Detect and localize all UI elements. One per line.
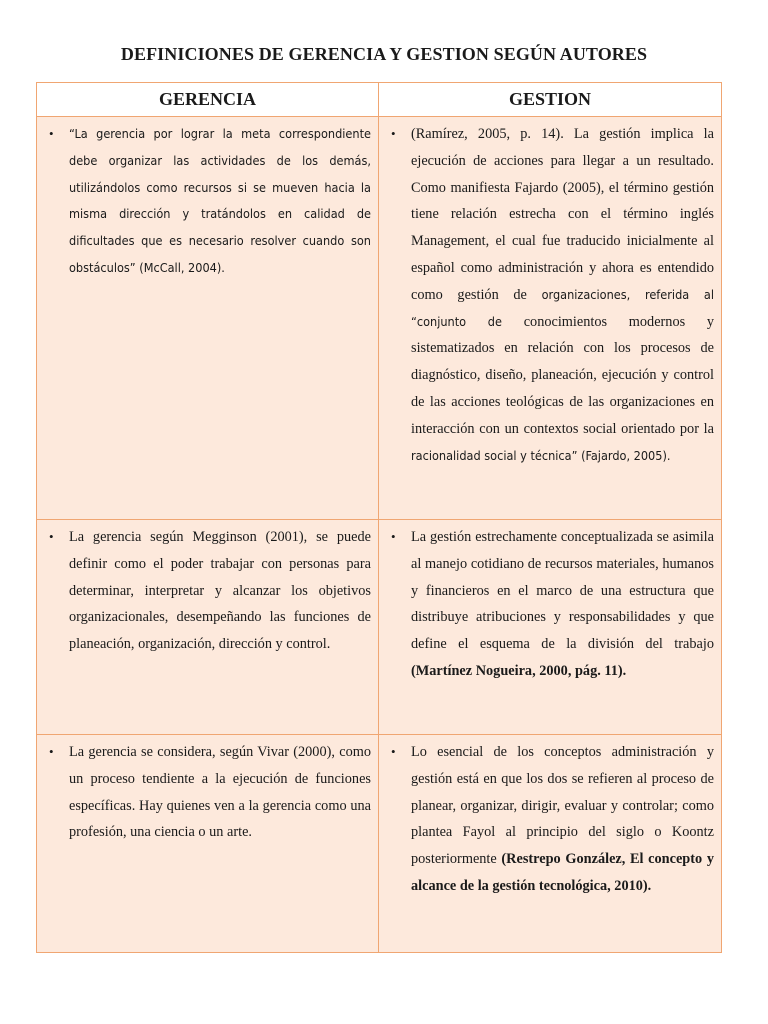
bullet-icon: • xyxy=(49,529,54,544)
gerencia-definition: La gerencia según Megginson (2001), se puede definir como el poder trabajar con personas para determinar, interpretar y alcanzar los objetivos organizacionales, desempeñando las funciones de planeación, organización, dirección y control. xyxy=(69,529,371,653)
definitions-table xyxy=(36,82,722,953)
gerencia-cell xyxy=(37,735,379,953)
gerencia-cell xyxy=(37,117,379,520)
bullet-icon: • xyxy=(49,744,54,759)
gestion-text-part: racionalidad social y técnica” (Fajardo, 2005). xyxy=(411,447,671,463)
citation: (Martínez Nogueira, 2000, pág. 11). xyxy=(411,662,627,679)
column-header-gerencia: GERENCIA xyxy=(37,83,379,117)
gerencia-cell xyxy=(37,520,379,735)
gestion-cell xyxy=(379,735,722,953)
table-row xyxy=(37,117,722,520)
gestion-text-part: conocimientos modernos y sistematizados en relación con los procesos de diagnóstico, diseño, planeación, ejecución y control de las acciones teológicas de las organizaciones en interacción con un contextos social orientado por la xyxy=(411,313,714,437)
bullet-icon: • xyxy=(49,126,54,141)
gestion-text-part: Lo esencial de los conceptos administración y gestión está en que los dos se refieren al proceso de planear, organizar, dirigir, evaluar y controlar; como plantea Fayol al principio del siglo o Koontz posteriormente xyxy=(411,744,714,868)
gestion-text-part: (Ramírez, 2005, p. 14). La gestión implica la ejecución de acciones para llegar a un resultado. Como manifiesta Fajardo (2005), el término gestión tiene relación estrecha con el término inglés Management, el cual fue traducido inicialmente al español como administración y ahora es entendido como gestión de xyxy=(411,126,714,303)
page-title: DEFINICIONES DE GERENCIA Y GESTION SEGÚN AUTORES xyxy=(120,44,648,64)
bullet-icon: • xyxy=(391,529,396,544)
gestion-cell xyxy=(379,520,722,735)
gestion-text-part: organizaciones, referida al “conjunto de xyxy=(411,286,714,329)
gestion-definition xyxy=(411,739,714,900)
gestion-text-part: La gestión estrechamente conceptualizada se asimila al manejo cotidiano de recursos materiales, humanos y financieros en el marco de una estructura que distribuye atribuciones y responsabilidades y que define el esquema de la división del trabajo xyxy=(411,529,714,653)
gestion-cell xyxy=(379,117,722,520)
table-row xyxy=(37,520,722,735)
column-header-gestion: GESTION xyxy=(379,83,722,117)
gerencia-definition: “La gerencia por lograr la meta correspondiente debe organizar las actividades de los demás, utilizándolos como recursos si se mueven hacia la misma dirección y tratándolos en calidad de dificultades que es necesario resolver cuando son obstáculos” (McCall, 2004). xyxy=(69,126,371,275)
bullet-icon: • xyxy=(391,744,396,759)
gerencia-definition: La gerencia se considera, según Vivar (2000), como un proceso tendiente a la ejecución de funciones específicas. Hay quienes ven a la gerencia como una profesión, una ciencia o un arte. xyxy=(69,744,371,841)
gestion-definition xyxy=(411,524,714,685)
gestion-definition xyxy=(411,121,714,469)
citation: (Restrepo González, El concepto y alcance de la gestión tecnológica, 2010). xyxy=(411,851,714,894)
bullet-icon: • xyxy=(391,126,396,141)
table-header-row xyxy=(37,83,722,117)
table-row xyxy=(37,735,722,953)
